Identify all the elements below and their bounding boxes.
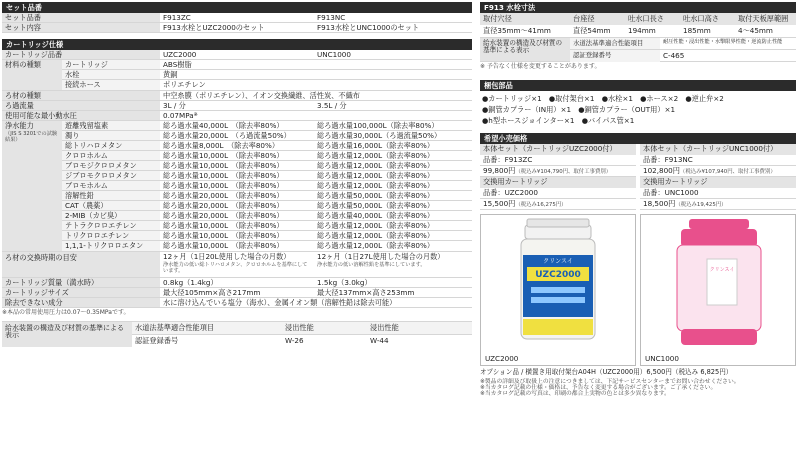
size-row <box>2 288 472 298</box>
label: ろ過流量 <box>2 101 160 110</box>
remove-row <box>2 298 472 308</box>
ability-item: 総トリハロメタン <box>62 141 160 150</box>
std-cell: W-44 <box>370 335 389 345</box>
ability-row <box>62 131 472 141</box>
uzc2000-caption: UZC2000 <box>485 353 519 363</box>
ex-note: （税込み19,425円） <box>675 202 727 209</box>
ability-b: 総ろ過水量50,000L（除去率80%） <box>317 191 435 200</box>
price-head: 本体セット（カートリッジUNC1000付） <box>640 144 796 155</box>
cell <box>314 252 472 277</box>
parts-list <box>480 91 796 126</box>
label: カートリッジ品番 <box>2 50 160 59</box>
std-cell: 耐圧性能・浸出性能・水擊限界性能・逆流防止性能 <box>660 38 796 50</box>
cell: F913水栓とUZC2000のセット <box>163 23 265 32</box>
price-grid <box>480 144 796 210</box>
cell: UZC2000 <box>163 50 197 59</box>
exchange-main: 12ヶ月（1日27L使用した場合の月数） <box>317 252 445 261</box>
price-value: 99,800円 <box>483 166 516 176</box>
price-section-header: 希望小売価格 <box>480 133 796 144</box>
unc1000-cartridge-image <box>641 215 795 351</box>
option-note: オプション品 / 横置き用取付架台A04H（UZC2000用）6,500円（税込み 6,825円） <box>480 368 733 377</box>
ability-a: 総ろ過水量10,000L （除去率80%） <box>163 221 284 230</box>
cell: 1.5kg（3.0kg） <box>317 278 372 287</box>
std-cell: 水道法基準適合性能項目 <box>570 38 660 50</box>
dim-header: 取付天板厚範囲 <box>735 13 796 25</box>
ability-item: ジブロモクロロメタン <box>62 171 160 180</box>
pressure-value: 0.07MPa <box>163 111 194 120</box>
std-grid <box>132 322 472 347</box>
ability-item: 濁り <box>62 131 160 140</box>
ability-a: 総ろ過水量8,000L （除去率80%） <box>163 141 280 150</box>
exchange-sub: 浄水能力の低い溶解性鉛を基準にしています。 <box>317 261 426 268</box>
ability-b: 総ろ過水量12,000L（除去率80%） <box>317 171 435 180</box>
ability-b: 総ろ過水量100,000L（除去率80%） <box>317 121 439 130</box>
ex-no: 品番：UNC1000 <box>640 188 796 199</box>
dim-header: 台座径 <box>570 13 625 25</box>
unc1000-photo <box>640 214 796 366</box>
ability-item: 溶解性鉛 <box>62 191 160 200</box>
label: 浄水能力 <box>5 121 34 130</box>
ability-item: 2-MIB（カビ臭） <box>62 211 160 220</box>
media-row <box>2 91 472 101</box>
ability-a: 総ろ過水量20,000L （ろ過流量50%） <box>163 131 291 140</box>
cell: F913水栓とUNC1000のセット <box>317 23 420 32</box>
ability-row <box>62 141 472 151</box>
std-cell: C-465 <box>663 50 685 60</box>
label: 使用可能な最小動水圧 <box>2 111 160 120</box>
uzc2000-model-text: UZC2000 <box>535 270 581 281</box>
dim-value: 直径35mm〜41mm <box>483 25 551 35</box>
ability-a: 総ろ過水量10,000L （除去率80%） <box>163 161 284 170</box>
dim-header: 吐水口長さ <box>625 13 680 25</box>
unc1000-caption: UNC1000 <box>645 353 679 363</box>
ability-b: 総ろ過水量12,000L（除去率80%） <box>317 221 435 230</box>
cell <box>160 111 472 120</box>
material-row <box>62 60 472 70</box>
photo-row <box>480 214 796 366</box>
ability-row <box>62 191 472 201</box>
ability-a: 総ろ過水量10,000L （除去率80%） <box>163 231 284 240</box>
ability-item: クロロホルム <box>62 151 160 160</box>
faucet-std-grid <box>570 38 796 61</box>
price-note: （税込み¥107,940円、取付工事費別） <box>679 169 776 176</box>
cell: UNC1000 <box>317 50 351 59</box>
mass-row <box>2 278 472 288</box>
parts-section-header: 梱包部品 <box>480 80 796 91</box>
faucet-std <box>480 38 796 62</box>
materials-list <box>62 60 472 90</box>
label: 材料の種類 <box>2 60 62 90</box>
material-value: ポリエチレン <box>163 80 206 90</box>
ability-b: 総ろ過水量12,000L（除去率80%） <box>317 161 435 170</box>
label: セット内容 <box>2 23 160 32</box>
ability-row <box>62 221 472 231</box>
ability-a: 総ろ過水量40,000L （除去率80%） <box>163 121 284 130</box>
price-note: （税込み¥104,790円、取付工事費別） <box>515 169 612 176</box>
dim-header: 吐水口高さ <box>680 13 735 25</box>
std-cell: 認証登録番号 <box>135 335 179 345</box>
ability-list <box>62 121 472 251</box>
parts-line: ●h型ホースジョインター×1 ●バイパス管×1 <box>482 116 635 126</box>
exchange-row <box>2 252 472 278</box>
pressure-mark: ※ <box>193 111 198 118</box>
cell: 最大径105mm×高さ217mm <box>163 288 261 297</box>
price-head: 本体セット（カートリッジUZC2000付） <box>480 144 636 155</box>
std-cell: W-26 <box>285 335 304 345</box>
ex-price: 15,500円 <box>483 199 516 209</box>
price-left <box>480 144 636 210</box>
label: 給水装置の構造及び材質の基準による表示 <box>480 38 570 61</box>
bottom-notes <box>480 379 796 398</box>
cell <box>160 252 314 277</box>
label: 給水装置の構造及び材質の基準による表示 <box>2 322 132 347</box>
ability-a: 総ろ過水量20,000L （除去率80%） <box>163 191 284 200</box>
ex-price-row <box>640 199 796 210</box>
ability-item: 遊離残留塩素 <box>62 121 160 130</box>
parts-line: ●銅管カプラー（IN用）×1 ●銅管カプラー（OUT用）×1 <box>482 105 676 115</box>
price-value: 102,800円 <box>643 166 680 176</box>
pressure-footnote: ※本品の常用使用圧力は0.07〜0.35MPaです。 <box>2 309 130 316</box>
ex-note: （税込み16,275円） <box>515 202 567 209</box>
ability-a: 総ろ過水量10,000L （除去率80%） <box>163 241 284 251</box>
material-value: ABS樹脂 <box>163 60 192 69</box>
ability-row <box>62 181 472 191</box>
std-block <box>2 321 472 347</box>
ex-price: 18,500円 <box>643 199 676 209</box>
ability-row <box>62 241 472 251</box>
ability-b: 総ろ過水量12,000L（除去率80%） <box>317 181 435 190</box>
material-value: 黄銅 <box>163 70 178 79</box>
dim-value: 4〜45mm <box>738 25 773 35</box>
dim-value: 185mm <box>683 25 711 35</box>
spec-panel <box>2 2 472 347</box>
label: 除去できない成分 <box>2 298 160 307</box>
cell: F913ZC <box>163 13 191 22</box>
ex-price-row <box>480 199 636 210</box>
cell: 3.5L / 分 <box>317 101 347 110</box>
material-name: 水栓 <box>62 70 160 79</box>
ex-label: 交換用カートリッジ <box>640 177 796 188</box>
std-cell: 浸出性能 <box>282 322 367 335</box>
set-no-row <box>2 13 472 23</box>
label: ろ材の交換時期の目安 <box>2 252 160 277</box>
std-cell: 認証登録番号 <box>570 50 660 62</box>
cell: 3L / 分 <box>163 101 186 110</box>
label: ろ材の種類 <box>2 91 160 100</box>
dim-header: 取付穴径 <box>480 13 570 25</box>
ability-row <box>62 231 472 241</box>
cell: 中空糸膜（ポリエチレン）、イオン交換繊維、活性炭、不織布 <box>163 91 360 100</box>
ability-label <box>2 121 62 251</box>
material-row <box>62 70 472 80</box>
material-row <box>62 80 472 90</box>
ability-item: ブロモジクロロメタン <box>62 161 160 170</box>
price-row <box>480 166 636 177</box>
ability-item: 1,1,1-トリクロロエタン <box>62 241 160 251</box>
ability-row <box>62 151 472 161</box>
ability-row <box>62 201 472 211</box>
ability-a: 総ろ過水量20,000L （除去率80%） <box>163 201 284 210</box>
ability-item: ブロモホルム <box>62 181 160 190</box>
faucet-section-header: F913 水栓寸法 <box>480 2 796 13</box>
ability-row <box>62 211 472 221</box>
info-panel <box>480 2 796 398</box>
uzc2000-cartridge-image <box>481 215 635 351</box>
ability-b: 総ろ過水量12,000L（除去率80%） <box>317 241 435 251</box>
ability-item: トリクロロエチレン <box>62 231 160 240</box>
price-row <box>640 166 796 177</box>
ability-a: 総ろ過水量10,000L （除去率80%） <box>163 151 284 160</box>
parts-line: ●カートリッジ×1 ●取付架台×1 ●水栓×1 ●ホース×2 ●逆止弁×2 <box>482 94 724 104</box>
dim-value: 直径54mm <box>573 25 611 35</box>
label: セット品番 <box>2 13 160 22</box>
cell: 水に溶け込んでいる塩分（海水）、金属イオン類（溶解性鉛は除去可能） <box>163 298 397 307</box>
ability-a: 総ろ過水量10,000L （除去率80%） <box>163 181 284 190</box>
price-right <box>640 144 796 210</box>
pressure-row <box>2 111 472 121</box>
set-section-header: セット品番 <box>2 2 472 13</box>
label-sub: （JIS S 3201での試験結果） <box>5 130 58 143</box>
cell: 最大径137mm×高さ253mm <box>317 288 415 297</box>
ability-b: 総ろ過水量50,000L（除去率80%） <box>317 201 435 210</box>
bottom-note: ※当カタログ記載の仕様・価格は、予告なく変更する場合がございます。ご了承ください。 <box>480 385 717 392</box>
ability-a: 総ろ過水量10,000L （除去率80%） <box>163 171 284 180</box>
ability-b: 総ろ過水量30,000L（ろ過流量50%） <box>317 131 442 140</box>
std-cell: 浸出性能 <box>367 322 472 335</box>
cell: F913NC <box>317 13 346 22</box>
exchange-main: 12ヶ月（1日20L使用した場合の月数） <box>163 252 291 261</box>
price-no: 品番：F913NC <box>640 155 796 166</box>
ability-row <box>62 171 472 181</box>
ability-row <box>62 121 472 131</box>
material-name: カートリッジ <box>62 60 160 69</box>
price-no: 品番：F913ZC <box>480 155 636 166</box>
uzc2000-photo <box>480 214 636 366</box>
label: カートリッジサイズ <box>2 288 160 297</box>
ability-b: 総ろ過水量40,000L（除去率80%） <box>317 211 435 220</box>
unc1000-brand-text: クリンスイ <box>709 267 735 274</box>
ability-row <box>62 161 472 171</box>
std-cell: 水道法基準適合性能項目 <box>132 322 282 335</box>
ex-label: 交換用カートリッジ <box>480 177 636 188</box>
bottom-note: ※当カタログ記載の写真は、印刷の都合上実物の色とは多少異なります。 <box>480 391 670 398</box>
uzc2000-brand-text: クリンスイ <box>543 258 573 266</box>
faucet-note: ※ 予告なく仕様を変更することがあります。 <box>480 62 601 70</box>
materials-block <box>2 60 472 91</box>
bottom-note: ※製品の詳細及び取扱上の注意につきましては、下記サービスセンターまでお問い合わせください。 <box>480 378 740 385</box>
ability-block <box>2 121 472 252</box>
set-content-row <box>2 23 472 33</box>
material-name: 接続ホース <box>62 80 160 90</box>
cartridge-section-header: カートリッジ仕様 <box>2 39 472 50</box>
ability-item: テトラクロロエチレン <box>62 221 160 230</box>
dim-value: 194mm <box>628 25 656 35</box>
faucet-dims <box>480 13 796 38</box>
exchange-sub: 浄水能力の低い総トリハロメタン、クロロホルムを基準にしています。 <box>163 261 308 274</box>
ability-item: CAT（農薬） <box>62 201 160 210</box>
ability-b: 総ろ過水量12,000L（除去率80%） <box>317 231 435 240</box>
cart-no-row <box>2 50 472 60</box>
ex-no: 品番：UZC2000 <box>480 188 636 199</box>
ability-b: 総ろ過水量12,000L（除去率80%） <box>317 151 435 160</box>
ability-b: 総ろ過水量16,000L（除去率80%） <box>317 141 435 150</box>
cell: 0.8kg（1.4kg） <box>163 278 218 287</box>
ability-a: 総ろ過水量20,000L （除去率80%） <box>163 211 284 220</box>
label: カートリッジ質量（満水時） <box>2 278 160 287</box>
flow-row <box>2 101 472 111</box>
